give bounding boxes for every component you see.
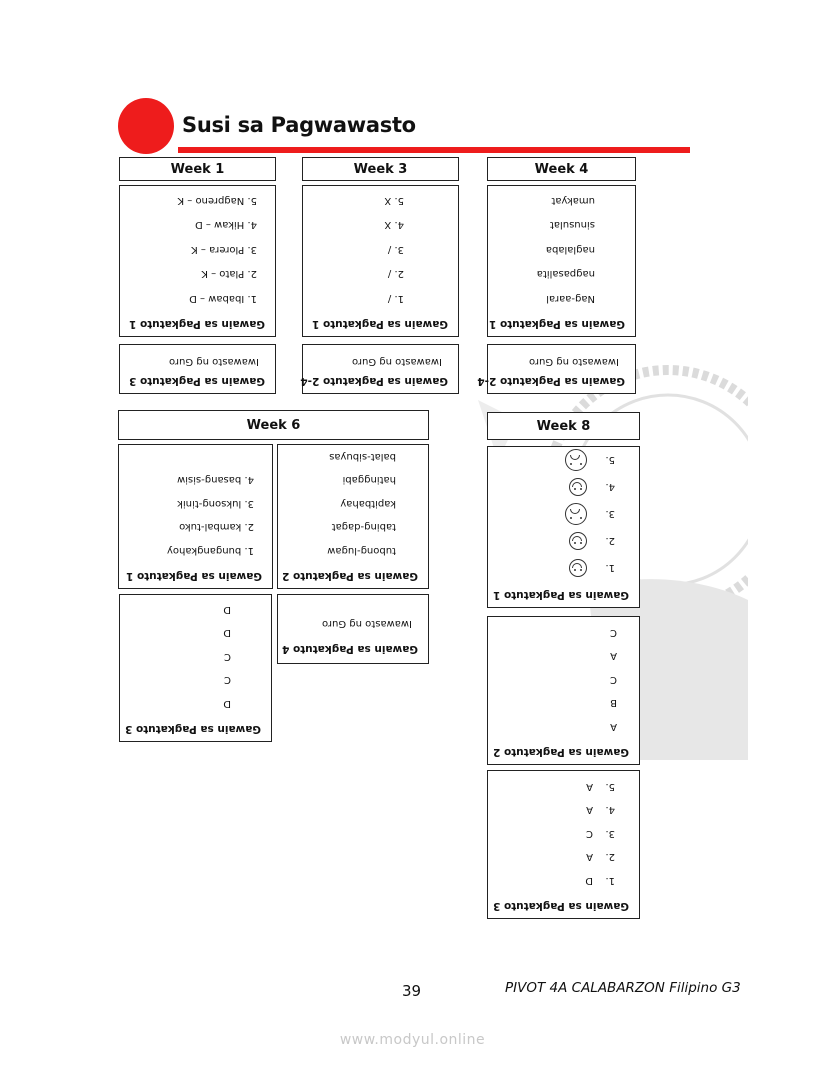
week6-gawain3-box: [119, 594, 272, 742]
answer-letter: A: [586, 781, 593, 792]
activity-title: Gawain sa Pagkatuto 1: [126, 570, 262, 582]
answer-item: D: [223, 627, 231, 639]
answer-letter: C: [586, 828, 593, 839]
item-number: 5.: [605, 781, 615, 792]
teacher-note: Iwawasto ng Guro: [352, 356, 442, 367]
answer-item: C: [610, 674, 617, 685]
answer-item: A: [610, 650, 617, 662]
activity-title: Gawain sa Pagkatuto 3: [493, 900, 629, 912]
answer-item: D: [223, 698, 231, 709]
answer-item: 3. Plorera – K: [191, 244, 257, 255]
smiley-face-icon: [569, 532, 587, 550]
teacher-note: Iwawasto ng Guro: [322, 618, 412, 629]
answer-item: C: [224, 651, 231, 662]
week1-gawain1-box: [119, 185, 276, 337]
answer-item: [498, 554, 629, 581]
answer-item: [498, 822, 629, 846]
activity-title: Gawain sa Pagkatuto 1: [312, 318, 448, 330]
answer-item: [498, 527, 629, 554]
week3-gawain1-box: [302, 185, 459, 337]
week6-gawain2-box: [277, 444, 429, 589]
answer-item: tubong-lugaw: [327, 545, 396, 556]
item-number: 1.: [605, 562, 615, 573]
answer-item: sinusulat: [549, 219, 595, 231]
activity-title: Gawain sa Pagkatuto 3: [125, 723, 261, 735]
activity-title: Gawain sa Pagkatuto 4: [282, 643, 418, 655]
activity-title: Gawain sa Pagkatuto 1: [489, 318, 625, 330]
smiley-face-icon: [569, 559, 587, 577]
answer-item: D: [223, 604, 231, 615]
week3-gawain24-box: [302, 344, 459, 394]
week-4-header: Week 4: [487, 157, 636, 181]
answer-item: [498, 869, 629, 893]
answer-item: kapitbahay: [340, 498, 396, 509]
answer-item: 1. bungangkahoy: [166, 545, 254, 556]
answer-item: 2. Plato – K: [201, 268, 257, 280]
answer-item: [498, 446, 629, 473]
title-underline: [178, 147, 690, 153]
activity-title: Gawain sa Pagkatuto 3: [129, 375, 265, 387]
answer-item: tabing-dagat: [331, 521, 396, 533]
answer-item: 1. /: [387, 293, 404, 304]
teacher-note: Iwawasto ng Guro: [169, 356, 259, 367]
activity-title: Gawain sa Pagkatuto 1: [493, 589, 629, 601]
footer-title: PIVOT 4A CALABARZON Filipino G3: [505, 980, 741, 996]
answer-item: nagpasalita: [536, 268, 595, 280]
item-number: 3.: [605, 828, 615, 839]
page-number: 39: [402, 982, 422, 1000]
sad-face-icon: [565, 449, 587, 471]
answer-item: 4. Hikaw – D: [195, 219, 257, 231]
week-3-header: Week 3: [302, 157, 459, 181]
week6-gawain1-box: [118, 444, 273, 589]
website-watermark: www.modyul.online: [339, 1032, 486, 1048]
answer-item: [498, 845, 629, 869]
answer-item: hatinggabi: [342, 474, 396, 486]
item-number: 3.: [605, 508, 615, 519]
answer-item: 1. Ibabaw – D: [189, 293, 257, 304]
answer-item: C: [610, 627, 617, 638]
week8-gawain1-box: [487, 446, 640, 608]
week-6-header: Week 6: [118, 410, 429, 440]
week8-gawain2-box: [487, 616, 640, 765]
header-red-circle: [118, 98, 174, 154]
answer-item: balat-sibuyas: [329, 451, 396, 462]
week4-gawain24-box: [477, 344, 636, 394]
answer-item: naglalaba: [545, 244, 595, 255]
item-number: 2.: [605, 535, 615, 546]
item-number: 4.: [605, 804, 615, 816]
answer-item: 4. X: [384, 219, 404, 231]
activity-title: Gawain sa Pagkatuto 2: [493, 746, 629, 758]
item-number: 2.: [605, 851, 615, 863]
week-1-header: Week 1: [119, 157, 276, 181]
answer-item: 4. basang-sisiw: [177, 474, 254, 486]
week1-gawain3-box: [119, 344, 276, 394]
answer-item: B: [610, 697, 617, 709]
answer-item: A: [610, 721, 617, 732]
activity-title: Gawain sa Pagkatuto 2-4: [477, 375, 625, 387]
answer-item: [498, 775, 629, 799]
answer-item: Nag-aaral: [546, 293, 595, 304]
answer-item: [498, 798, 629, 822]
answer-item: 5. Nagpreno – K: [177, 195, 257, 206]
item-number: 5.: [605, 454, 615, 465]
answer-item: 2. /: [387, 268, 404, 280]
answer-item: [498, 500, 629, 527]
answer-item: C: [224, 674, 231, 686]
teacher-note: Iwawasto ng Guro: [529, 356, 619, 367]
week-8-header: Week 8: [487, 412, 640, 440]
answer-item: umakyat: [551, 195, 595, 206]
activity-title: Gawain sa Pagkatuto 2-4: [300, 375, 448, 387]
answer-item: 3. /: [387, 244, 404, 255]
activity-title: Gawain sa Pagkatuto 2: [282, 570, 418, 582]
item-number: 4.: [605, 481, 615, 492]
week4-gawain1-box: [487, 185, 636, 337]
smiley-face-icon: [569, 478, 587, 496]
answer-item: 3. luksong-tinik: [177, 498, 254, 509]
answer-letter: A: [586, 851, 593, 863]
item-number: 1.: [605, 875, 615, 886]
page-title: Susi sa Pagwawasto: [182, 113, 416, 137]
sad-face-icon: [565, 503, 587, 525]
answer-letter: D: [585, 875, 593, 886]
week8-gawain3-box: [487, 770, 640, 919]
answer-item: 2. kambal-tuko: [179, 521, 254, 533]
week6-gawain4-box: [277, 594, 429, 664]
answer-letter: A: [586, 804, 593, 816]
answer-item: [498, 473, 629, 500]
answer-item: 5. X: [384, 195, 404, 206]
activity-title: Gawain sa Pagkatuto 1: [129, 318, 265, 330]
